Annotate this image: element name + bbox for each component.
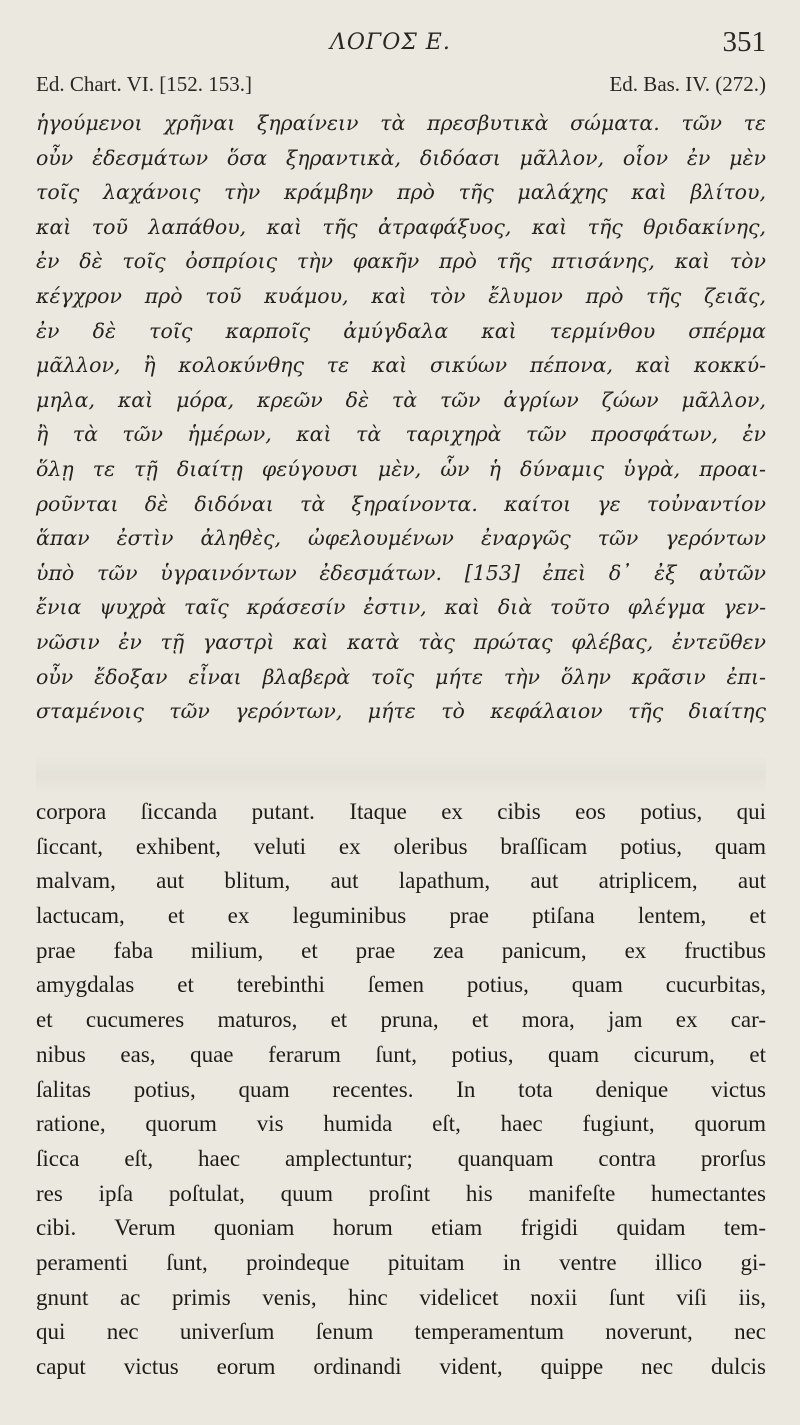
latin-text-line: amygdalas et terebinthi ſemen potius, quam cucurbitas, <box>36 972 766 998</box>
latin-text-line: ſiccant, exhibent, veluti ex oleribus braſſicam potius, quam <box>36 833 766 859</box>
latin-text-line: res ipſa poſtulat, quum proſint his manifeſte humectantes <box>36 1180 766 1206</box>
greek-text-line: ἢ τὰ τῶν ἡμέρων, καὶ τὰ ταριχηρὰ τῶν προσφάτων, ἐν <box>36 422 766 447</box>
greek-text-line: μηλα, καὶ μόρα, κρεῶν δὲ τὰ τῶν ἀγρίων ζώων μᾶλλον, <box>36 387 766 412</box>
running-title: ΛΟΓΟΣ Ε. <box>330 30 451 55</box>
latin-text-line: lactucam, et ex leguminibus prae ptiſana lentem, et <box>36 903 766 929</box>
latin-text-line: peramenti ſunt, proindeque pituitam in ventre illico gi- <box>36 1249 766 1275</box>
latin-text-line: malvam, aut blitum, aut lapathum, aut atriplicem, aut <box>36 868 766 894</box>
greek-text-line: μᾶλλον, ἢ κολοκύνθης τε καὶ σικύων πέπονα, καὶ κοκκύ- <box>36 353 766 378</box>
greek-text-line: οὖν ἔδοξαν εἶναι βλαβερὰ τοῖς μήτε τὴν ὅλην κρᾶσιν ἐπι- <box>36 664 766 689</box>
edition-reference-row <box>36 72 766 100</box>
latin-text-line: gnunt ac primis venis, hinc videlicet noxii ſunt viſi iis, <box>36 1284 766 1310</box>
greek-text-line: ὑπὸ τῶν ὑγραινόντων ἐδεσμάτων. [153] ἐπεὶ δ᾽ ἐξ αὐτῶν <box>36 560 766 585</box>
latin-text-line: corpora ſiccanda putant. Itaque ex cibis eos potius, qui <box>36 799 766 824</box>
greek-text-line: σταμένοις τῶν γερόντων, μήτε τὸ κεφάλαιον τῆς διαίτης <box>36 699 766 724</box>
greek-text-line: καὶ τοῦ λαπάθου, καὶ τῆς ἀτραφάξυος, καὶ τῆς θριδακίνης, <box>36 214 766 239</box>
latin-text-line: caput victus eorum ordinandi vident, quippe nec dulcis <box>36 1354 766 1379</box>
greek-text-line: ἔνια ψυχρὰ ταῖς κράσεσίν ἐστιν, καὶ διὰ τοῦτο φλέγμα γεν- <box>36 595 766 620</box>
greek-text-line: ἐν δὲ τοῖς καρποῖς ἀμύγδαλα καὶ τερμίνθου σπέρμα <box>36 318 766 343</box>
latin-text-line: nibus eas, quae ferarum ſunt, potius, quam cicurum, et <box>36 1041 766 1067</box>
page-bleed-through <box>36 755 766 795</box>
latin-text-line: ſicca eſt, haec amplectuntur; quanquam contra prorſus <box>36 1145 766 1171</box>
page-number: 351 <box>722 26 766 58</box>
greek-text-line: ἅπαν ἐστὶν ἀληθὲς, ὠφελουμένων ἐναργῶς τῶν γερόντων <box>36 526 766 551</box>
latin-text-line: prae faba milium, et prae zea panicum, ex fructibus <box>36 937 766 963</box>
latin-text-line: ſalitas potius, quam recentes. In tota denique victus <box>36 1076 766 1102</box>
running-head <box>0 26 800 60</box>
latin-text-block <box>36 795 766 1385</box>
greek-text-line: ἐν δὲ τοῖς ὀσπρίοις τὴν φακῆν πρὸ τῆς πτισάνης, καὶ τὸν <box>36 249 766 274</box>
greek-text-line: οὖν ἐδεσμάτων ὅσα ξηραντικὰ, διδόασι μᾶλλον, οἷον ἐν μὲν <box>36 145 766 170</box>
greek-text-line: νῶσιν ἐν τῇ γαστρὶ καὶ κατὰ τὰς πρώτας φλέβας, ἐντεῦθεν <box>36 629 766 654</box>
greek-text-line: κέγχρον πρὸ τοῦ κυάμου, καὶ τὸν ἔλυμον πρὸ τῆς ζειᾶς, <box>36 283 766 308</box>
greek-text-line: ἡγούμενοι χρῆναι ξηραίνειν τὰ πρεσβυτικὰ σώματα. τῶν τε <box>36 111 766 135</box>
edition-chartier-reference: Ed. Chart. VI. [152. 153.] <box>36 72 252 96</box>
latin-text-line: cibi. Verum quoniam horum etiam frigidi quidam tem- <box>36 1215 766 1241</box>
latin-text-line: qui nec univerſum ſenum temperamentum noverunt, nec <box>36 1319 766 1345</box>
edition-basel-reference: Ed. Bas. IV. (272.) <box>609 72 766 96</box>
greek-text-block <box>36 106 766 729</box>
greek-text-line: τοῖς λαχάνοις τὴν κράμβην πρὸ τῆς μαλάχης καὶ βλίτου, <box>36 180 766 205</box>
latin-text-line: et cucumeres maturos, et pruna, et mora, jam ex car- <box>36 1007 766 1033</box>
latin-text-line: ratione, quorum vis humida eſt, haec fugiunt, quorum <box>36 1111 766 1137</box>
greek-text-line: ροῦνται δὲ διδόναι τὰ ξηραίνοντα. καίτοι γε τοὐναντίον <box>36 491 766 516</box>
greek-text-line: ὅλῃ τε τῇ διαίτῃ φεύγουσι μὲν, ὧν ἡ δύναμις ὑγρὰ, προαι- <box>36 456 766 481</box>
